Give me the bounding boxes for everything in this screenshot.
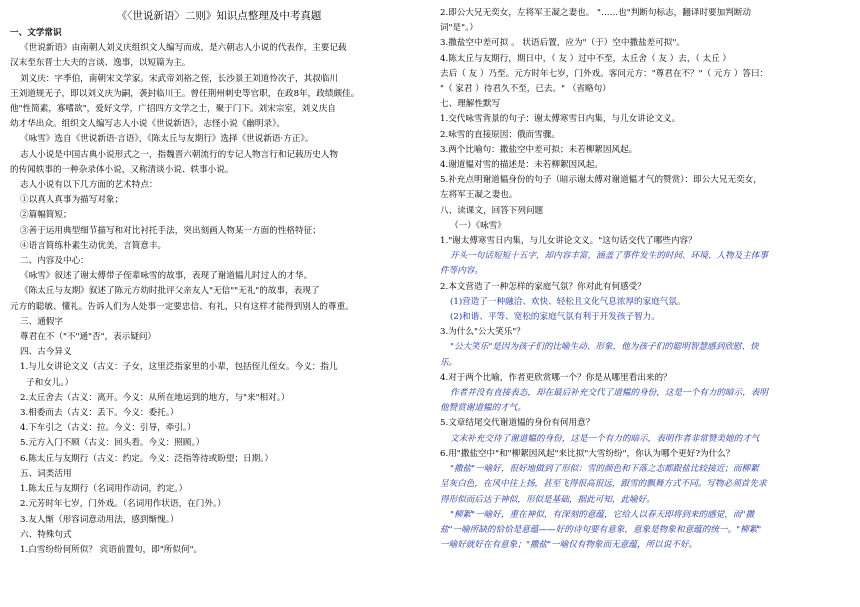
left-line: 二、内容及中心： — [20, 256, 89, 267]
left-line: 4.下车引之（古义：拉。今义：引导，牵引。） — [20, 423, 196, 434]
right-line: 2.即公大兄无奕女，左将军王凝之妻也。 "……也"判断句标志，翻译时要加判断动 — [440, 8, 752, 18]
left-line: 3.相委而去（古义：丢下。今义：委托。） — [20, 408, 179, 419]
right-line: 2.本文营造了一种怎样的家庭气氛？你对此有何感受？ — [440, 281, 646, 292]
left-line: 2.太丘舍去（古义：离开。今义：从所在地运到的地方，与"来"相对。） — [20, 392, 290, 403]
left-line: 幼才华出众。组织文人编写志人小说《世说新语》，志怪小说《幽明录》。 — [10, 119, 285, 130]
left-line: 王刘道规无子，即以刘义庆为嗣，袭封临川王。曾任荆州刺史等官职，在政8年，政绩颇佳。 — [10, 88, 360, 99]
left-line: 五、词类活用 — [20, 468, 72, 479]
right-line: 4.谢道韫对雪的描述是：未若柳絮因风起。 — [440, 160, 603, 171]
left-line: 《陈太丘与友期》叙述了陈元方幼时批评父亲友人"无信""无礼"的故事，表现了 — [20, 286, 320, 297]
left-line: ④语言简练朴素生动优美，言简意丰。 — [20, 240, 167, 251]
left-line: 元方的聪敏、懂礼。告诉人们为人处事一定要忠信、有礼，只有这样才能得到别人的尊重。 — [10, 301, 354, 312]
left-line: 《咏雪》选自《世说新语·言语》，《陈太丘与友期行》选择《世说新语·方正》。 — [20, 134, 314, 145]
left-line: ①以真人真事为描写对象； — [20, 195, 124, 206]
right-line: 3.为什么"公大笑乐"？ — [440, 327, 525, 338]
left-line: 的传闻轶事的一种杂录体小说，又称清谈小说、轶事小说。 — [10, 164, 234, 175]
right-line: 5.补充点明谢道韫身份的句子（暗示谢太傅对谢道韫才气的赞赏）：即公大兄无奕女， — [440, 175, 762, 186]
right-line: 去后（ 友 ）乃至。元方时年七岁，门外戏。客问元方："尊君在不？"（ 元方 ）答曰： — [440, 68, 769, 79]
left-line: 6.陈太丘与友期行（古义：约定。今义：泛指等待或盼望；日期。） — [20, 453, 274, 464]
left-line: 2.元芳时年七岁，门外戏。（名词用作状语，在门外。） — [20, 499, 226, 510]
right-line: 件等内容。 — [440, 266, 483, 277]
right-line: "柳絮"一喻好，重在神似，有深刻的意蕴，它给人以春天即将到来的感觉，而"撒 — [450, 509, 755, 520]
left-line: 5.元方入门不顾（古义：回头看。今义：照顾。） — [20, 438, 205, 449]
left-line: 一、文学常识 — [10, 28, 62, 38]
right-line: 他赞赏谢道韫的才气。 — [440, 403, 526, 414]
right-line: 七、理解性默写 — [440, 99, 501, 110]
left-line: 1.白雪纷纷何所似？ 宾语前置句，即"所似何"。 — [20, 544, 203, 555]
left-column — [10, 6, 428, 558]
right-line: 一喻好就好在有意象；"撒盐"一喻仅有物象而无意蕴，所以说不好。 — [440, 540, 698, 551]
page-title: 《〈世说新语〉二则》知识点整理及中考真题 — [116, 10, 322, 22]
left-line: 四、古今异义 — [20, 347, 72, 358]
right-line: "公大笑乐"是因为孩子们的比喻生动、形象，他为孩子们的聪明智慧感到欣慰、快 — [450, 342, 759, 353]
left-line: 三、通假字 — [20, 316, 63, 327]
right-line: (2)和谐、平等、宽松的家庭气氛有利于开发孩子智力。 — [450, 312, 660, 323]
right-line: 开头一句话短短十五字，却内容丰富，涵盖了事件发生的时间、环境、人物及主体事 — [450, 251, 768, 262]
left-line: 《咏雪》叙述了谢太傅带子侄辈咏雪的故事，表现了谢道韫儿时过人的才华。 — [20, 271, 313, 282]
left-line: 他"性简素，寡嗜欲"，爱好文学，广招四方文学之士，聚于门下。刘宋宗室，刘义庆自 — [10, 104, 336, 115]
right-line: 作者并没有直接表态，却在最后补充交代了道韫的身份，这是一个有力的暗示，表明 — [450, 388, 768, 399]
left-line: 刘义庆：字季伯，南朝宋文学家。宋武帝刘裕之侄，长沙景王刘道怜次子，其叔临川 — [20, 73, 338, 84]
left-line: 志人小说有以下几方面的艺术特点： — [20, 180, 158, 191]
left-line: ②篇幅简短； — [20, 210, 72, 221]
right-line: 2.咏雪的直接原因：俄而雪骤。 — [440, 129, 560, 140]
left-line: 尊君在不（"不"通"否"，表示疑问） — [20, 332, 157, 343]
right-line: 4.陈太丘与友期行，期日中，（ 友 ）过中不至，太丘舍（ 友 ）去，（ 太丘 ） — [440, 53, 731, 64]
right-line: 3.撒盐空中差可拟 。 状语后置，应为"（于）空中撒盐差可拟"。 — [440, 38, 686, 49]
right-line: 文末补充交待了谢道韫的身份，这是一个有力的暗示，表明作者非常赞美她的才气 — [450, 433, 760, 444]
right-line: (1)营造了一种融洽、欢快、轻松且文化气息浓厚的家庭气氛。 — [450, 296, 686, 307]
right-line: 乐。 — [440, 357, 458, 368]
right-line: 5.文章结尾交代谢道韫的身份有何用意？ — [440, 418, 595, 429]
right-line: 呈灰白色，在风中往上扬，甚至飞得很高很远，跟雪的飘舞方式不同。写物必须首先求 — [440, 479, 767, 490]
left-line: 1.陈太丘与友期行（名词用作动词，约定。） — [20, 484, 188, 495]
left-line: 3.友人惭（形容词意动用法，感到惭愧。） — [20, 514, 179, 525]
right-line: （一）《咏雪》 — [450, 220, 506, 231]
right-line: 6.用"撒盐空中"和"柳絮因风起"来比拟"大雪纷纷"，你认为哪个更好?为什么？ — [440, 448, 735, 459]
left-line: 汉末至东晋士大夫的言谈、逸事，以短篇为主。 — [10, 58, 191, 69]
right-line: 1.交代咏雪背景的句子：谢太傅寒雪日内集，与儿女讲论文义。 — [440, 114, 681, 125]
right-line: 八、读课文，回答下列问题 — [440, 205, 544, 216]
right-line: 3.两个比喻句：撒盐空中差可拟；未若柳絮因风起。 — [440, 144, 638, 155]
right-line: 盐"一喻所缺的恰恰是意蕴——好的诗句要有意象，意象是物象和意蕴的统一。"柳絮" — [440, 524, 762, 535]
right-line: 左将军王凝之妻也。 — [440, 190, 518, 201]
right-line: "（ 家君 ）待君久不至，已去。" （省略句） — [440, 84, 611, 95]
left-line: 《世说新语》由南朝人刘义庆组织文人编写而成，是六朝志人小说的代表作，主要记载 — [20, 43, 347, 54]
right-line: 4.对于两个比喻，作者更欣赏哪一个？你是从哪里看出来的？ — [440, 372, 672, 383]
right-line: "撒盐"一喻好，很好地做到了形似：雪的颜色和下落之态都跟盐比较接近；而柳絮 — [450, 464, 759, 475]
right-column — [440, 6, 852, 553]
right-line: 词"是"。） — [440, 23, 478, 34]
left-line: 六、特殊句式 — [20, 529, 72, 540]
left-line: ③善于运用典型细节描写和对比衬托手法，突出刻画人物某一方面的性格特征； — [20, 225, 321, 236]
right-line: 1."谢太傅寒雪日内集，与儿女讲论文义。"这句话交代了哪些内容？ — [440, 236, 697, 247]
left-line: 志人小说是中国古典小说形式之一，指魏晋六朝流行的专记人物言行和记载历史人物 — [20, 149, 338, 160]
left-line: 1.与儿女讲论文义（古义：子女，这里泛指家里的小辈，包括侄儿侄女。今义：指儿 — [20, 362, 338, 373]
right-line: 得形似而后达于神似，形似是基础，据此可知，此喻好。 — [440, 494, 655, 505]
left-line: 子和女儿。） — [26, 377, 74, 388]
